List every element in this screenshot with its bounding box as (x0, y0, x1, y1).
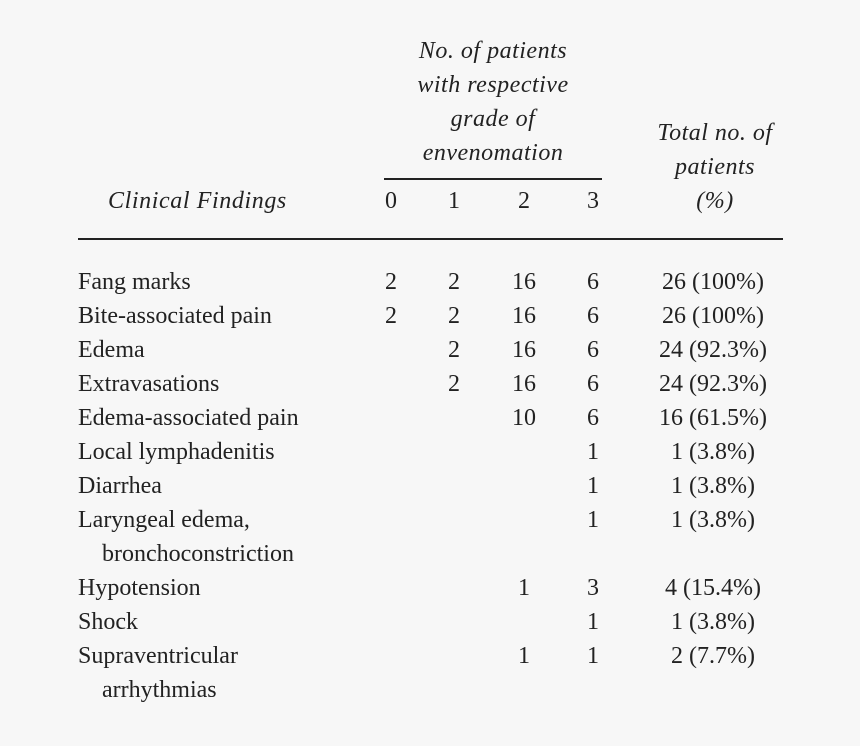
total-count: 26 (100%) (662, 269, 764, 295)
finding-label: Laryngeal edema, (78, 507, 250, 533)
grade-2-count: 16 (512, 303, 536, 329)
grade-1-count: 2 (448, 303, 460, 329)
grade-1-count: 2 (448, 337, 460, 363)
finding-label: Shock (78, 609, 138, 635)
total-count: 24 (92.3%) (659, 337, 767, 363)
table-row (0, 605, 860, 639)
finding-label: Extravasations (78, 371, 220, 397)
grade-group-header-line: envenomation (422, 140, 564, 166)
grade-3-count: 6 (587, 405, 599, 431)
table-row (0, 367, 860, 401)
total-count: 16 (61.5%) (659, 405, 767, 431)
grade-3-count: 6 (587, 303, 599, 329)
grade-0-count: 2 (385, 269, 397, 295)
table-row (0, 401, 860, 435)
grade-1-count: 2 (448, 269, 460, 295)
total-count: 1 (3.8%) (671, 507, 755, 533)
total-header-line: (%) (696, 188, 734, 214)
grade-group-header (378, 34, 608, 170)
finding-label: bronchoconstriction (102, 541, 294, 567)
total-header-line: patients (675, 154, 755, 180)
table-row (0, 435, 860, 469)
finding-label: Diarrhea (78, 473, 162, 499)
grade-2-count: 1 (518, 643, 530, 669)
total-column-header (630, 116, 800, 218)
table-row (0, 503, 860, 567)
finding-label: Edema-associated pain (78, 405, 299, 431)
table-row (0, 333, 860, 367)
finding-label: arrhythmias (102, 677, 217, 703)
grade-3-count: 1 (587, 507, 599, 533)
grade-2-count: 16 (512, 371, 536, 397)
finding-label: Fang marks (78, 269, 191, 295)
grade-3-header: 3 (587, 188, 599, 214)
grade-3-count: 6 (587, 337, 599, 363)
grade-3-count: 1 (587, 609, 599, 635)
finding-label: Supraventricular (78, 643, 238, 669)
finding-label: Edema (78, 337, 145, 363)
grade-2-count: 1 (518, 575, 530, 601)
grade-3-count: 1 (587, 473, 599, 499)
table-row (0, 639, 860, 703)
grade-3-count: 6 (587, 269, 599, 295)
clinical-findings-header: Clinical Findings (108, 188, 287, 214)
total-count: 1 (3.8%) (671, 473, 755, 499)
grade-group-rule (384, 178, 602, 180)
grade-group-header-line: grade of (450, 106, 536, 132)
grade-3-count: 1 (587, 643, 599, 669)
finding-label: Local lymphadenitis (78, 439, 275, 465)
total-count: 26 (100%) (662, 303, 764, 329)
table-row (0, 571, 860, 605)
total-count: 1 (3.8%) (671, 609, 755, 635)
finding-label: Hypotension (78, 575, 201, 601)
grade-2-count: 16 (512, 337, 536, 363)
grade-0-count: 2 (385, 303, 397, 329)
total-count: 4 (15.4%) (665, 575, 761, 601)
grade-3-count: 1 (587, 439, 599, 465)
grade-2-count: 10 (512, 405, 536, 431)
grade-1-count: 2 (448, 371, 460, 397)
grade-2-header: 2 (518, 188, 530, 214)
total-count: 1 (3.8%) (671, 439, 755, 465)
table-row (0, 469, 860, 503)
grade-group-header-line: with respective (417, 72, 569, 98)
grade-3-count: 3 (587, 575, 599, 601)
table-row (0, 265, 860, 299)
grade-group-header-line: No. of patients (418, 38, 568, 64)
grade-1-header: 1 (448, 188, 460, 214)
total-count: 2 (7.7%) (671, 643, 755, 669)
header-rule (78, 238, 783, 240)
grade-0-header: 0 (385, 188, 397, 214)
table-row (0, 299, 860, 333)
grade-3-count: 6 (587, 371, 599, 397)
grade-2-count: 16 (512, 269, 536, 295)
finding-label: Bite-associated pain (78, 303, 272, 329)
total-count: 24 (92.3%) (659, 371, 767, 397)
total-header-line: Total no. of (657, 120, 773, 146)
